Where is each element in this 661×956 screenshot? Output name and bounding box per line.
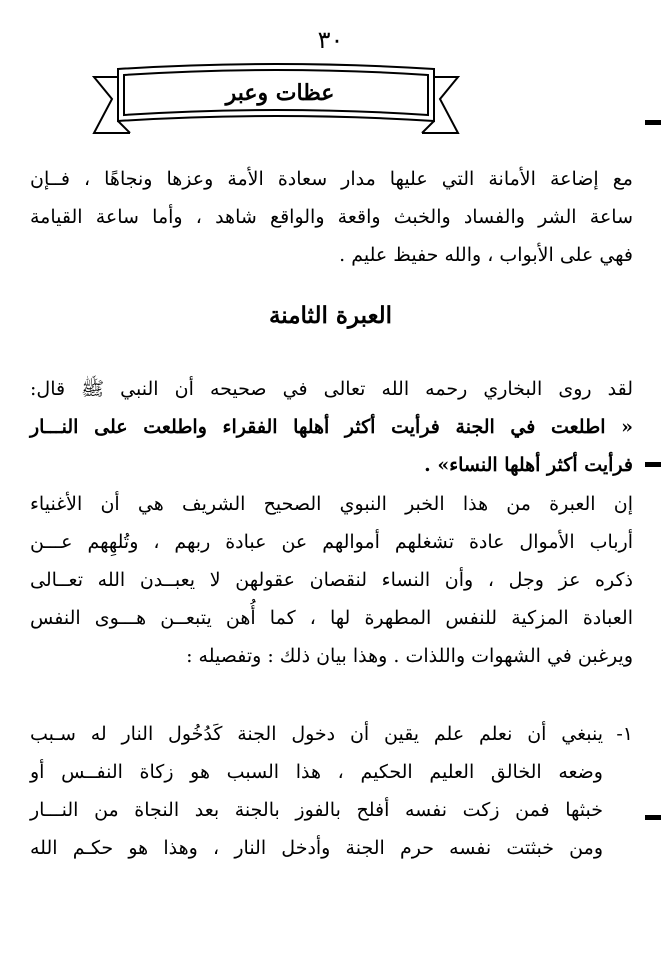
list-item bbox=[30, 715, 633, 867]
list-item-line: خبثها فمن زكت نفسه أفلح بالفوز بالجنة بعد النجاة من النـــار bbox=[30, 799, 603, 821]
list-item-line: ينبغي أن نعلم علم يقين أن دخول الجنة كَدُخُول النار له سـبب bbox=[30, 723, 603, 745]
paragraph-line: العبادة المزكية للنفس المطهرة لها ، كما أُهن يتبعــن هـــوى النفس bbox=[30, 607, 633, 629]
page-edge-mark bbox=[645, 462, 661, 467]
paragraph-line: ساعة الشر والفساد والخبث واقعة والواقع شاهد ، وأما ساعة القيامة bbox=[30, 206, 633, 228]
page-number: ٣٠ bbox=[317, 26, 344, 54]
list-item-number: ١- bbox=[616, 723, 633, 745]
paragraph-line: فهي على الأبواب ، والله حفيظ عليم . bbox=[339, 244, 633, 266]
hadith-line: فرأيت أكثر أهلها النساء» . bbox=[424, 454, 633, 476]
paragraph-2 bbox=[30, 370, 633, 484]
paragraph-line: لقد روى البخاري رحمه الله تعالى في صحيحه أن النبي ﷺ قال: bbox=[30, 378, 633, 400]
paragraph-3 bbox=[30, 485, 633, 675]
paragraph-line: إن العبرة من هذا الخبر النبوي الصحيح الشريف هي أن الأغنياء bbox=[30, 493, 633, 515]
page-edge-mark bbox=[645, 815, 661, 820]
list-item-line: ومن خبثتت نفسه حرم الجنة وأدخل النار ، وهذا هو حكـم الله bbox=[30, 837, 603, 859]
paragraph-1 bbox=[30, 160, 633, 274]
paragraph-line: ذكره عز وجل ، وأن النساء لنقصان عقولهن لا يعبــدن الله تعــالى bbox=[30, 569, 633, 591]
hadith-line: « اطلعت في الجنة فرأيت أكثر أهلها الفقراء واطلعت على النـــار bbox=[30, 416, 633, 438]
list-item-line: وضعه الخالق العليم الحكيم ، هذا السبب هو زكاة النفــس أو bbox=[30, 761, 603, 783]
paragraph-line: ويرغبن في الشهوات واللذات . وهذا بيان ذلك : وتفصيله : bbox=[186, 645, 633, 667]
page-edge-mark bbox=[645, 120, 661, 125]
list-item-body bbox=[30, 715, 603, 867]
banner-title: عظات وعبر bbox=[225, 80, 335, 106]
section-heading: العبرة الثامنة bbox=[268, 302, 393, 329]
paragraph-line: أرباب الأموال عادة تشغلهم أموالهم عن عبادة ربهم ، وتُلهِهم عـــن bbox=[30, 531, 633, 553]
paragraph-line: مع إضاعة الأمانة التي عليها مدار سعادة الأمة وعزها ونجاهًا ، فــإن bbox=[30, 168, 633, 190]
